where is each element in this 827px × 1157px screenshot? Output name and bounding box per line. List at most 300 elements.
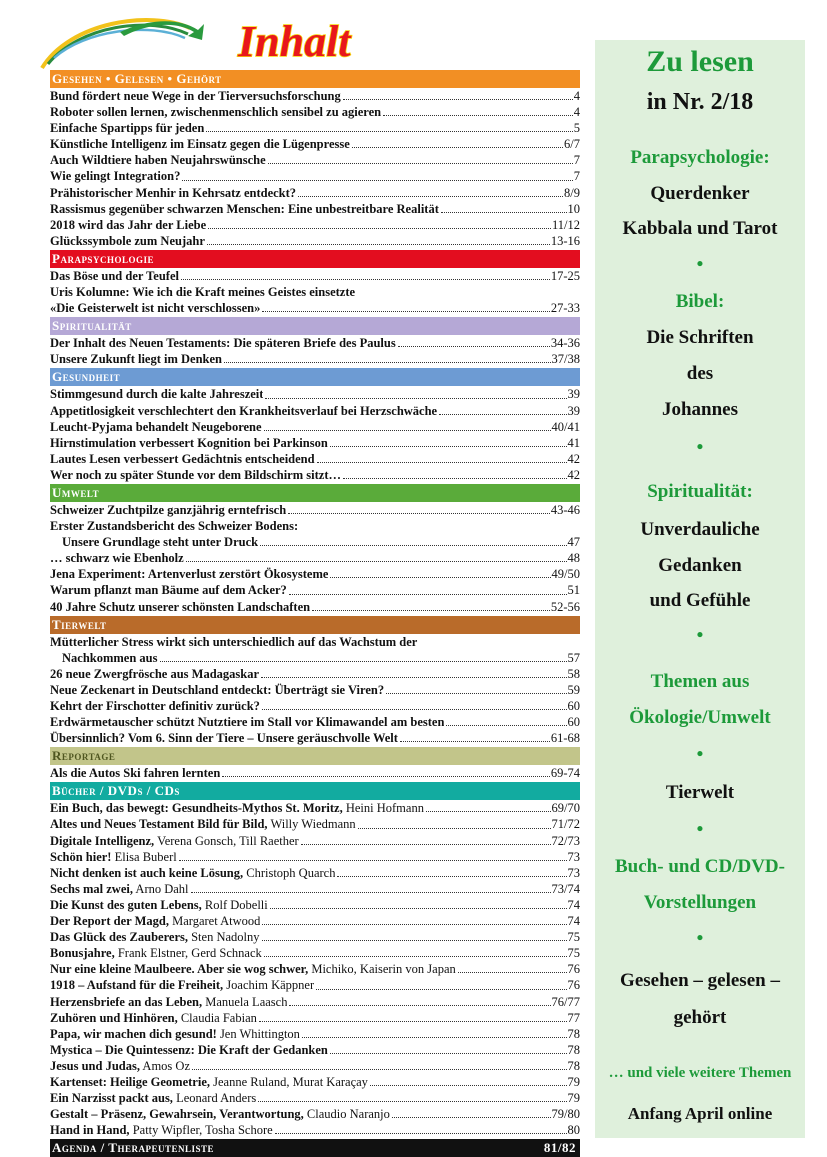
entry-author: Christoph Quarch [246, 865, 336, 880]
toc-entry-line: Uris Kolumne: Wie ich die Kraft meines Geistes einsetzte [50, 285, 356, 300]
entry-text [50, 566, 328, 582]
entry-text [50, 104, 381, 120]
entry-text [50, 1090, 256, 1106]
entry-author: Elisa Buberl [114, 849, 177, 864]
entry-title: Jena Experiment: Artenverlust zerstört Ökosysteme [50, 567, 329, 582]
entry-text [50, 233, 205, 249]
page-number: 58 [567, 666, 580, 681]
entry-title: Prähistorischer Menhir in Kehrsatz entdeckt? [50, 185, 297, 200]
entry-title: Nicht denken ist auch keine Lösung, [50, 865, 244, 880]
dot-leader [441, 212, 567, 213]
bullet-divider: • [696, 254, 704, 275]
dot-leader [260, 545, 566, 546]
entry-text [50, 136, 350, 152]
sidebar-line: in Nr. 2/18 [646, 89, 754, 115]
dot-leader [268, 163, 573, 164]
entry-author: Margaret Atwood [172, 914, 261, 929]
page-number: 11/12 [551, 217, 580, 232]
toc-entry [50, 386, 580, 402]
entry-title: Digitale Intelligenz, [50, 833, 155, 848]
section-label: Umwelt [52, 484, 100, 500]
entry-title: Nur eine kleine Maulbeere. Aber sie wog schwer, [50, 962, 309, 977]
entry-title: Bonusjahre, [50, 946, 115, 961]
entry-title: Mystica – Die Quintessenz: Die Kraft der Gedanken [50, 1042, 328, 1057]
toc-entry [50, 897, 580, 913]
toc-entry [50, 467, 580, 483]
entry-author: Joachim Käppner [226, 978, 315, 993]
entry-title: Als die Autos Ski fahren lernten [50, 766, 221, 781]
entry-author: Rolf Dobelli [204, 897, 268, 912]
dot-leader [446, 725, 566, 726]
dot-leader [316, 989, 566, 990]
entry-title: Kehrt der Firschotter definitiv zurück? [50, 699, 260, 713]
page-number: 5 [573, 121, 580, 136]
entry-text [50, 833, 299, 849]
dot-leader [182, 180, 572, 181]
page-number: 51 [567, 583, 580, 598]
entry-title: 2018 wird das Jahr der Liebe [50, 217, 207, 232]
toc-entry [50, 730, 580, 746]
entry-text [50, 582, 287, 598]
entry-title: Jesus und Judas, [50, 1058, 140, 1073]
page-number: 79 [567, 1091, 580, 1106]
dot-leader [224, 362, 551, 363]
entry-title: Herzensbriefe an das Leben, [50, 994, 203, 1009]
section-header [50, 317, 580, 335]
entry-title: Einfache Spartipps für jeden [50, 121, 205, 136]
entry-text [50, 502, 286, 518]
dot-leader [439, 414, 566, 415]
toc-entry [50, 1058, 580, 1074]
toc-entry [50, 800, 580, 816]
dot-leader [206, 131, 572, 132]
page-number: 76/77 [551, 994, 580, 1009]
toc-entry [50, 104, 580, 120]
entry-title: Erdwärmetauscher schützt Nutztiere im Stall vor Klimawandel am besten [50, 715, 445, 730]
toc-entry [50, 185, 580, 201]
toc-entry [50, 152, 580, 168]
entry-text [50, 351, 222, 367]
toc-entry [50, 698, 580, 714]
entry-title: «Die Geisterwelt ist nicht verschlossen» [50, 301, 261, 316]
section-label: Agenda / Therapeutenliste [52, 1140, 214, 1156]
table-of-contents [50, 69, 580, 1157]
dot-leader [426, 811, 551, 812]
entry-text [50, 714, 444, 730]
toc-entry [50, 1106, 580, 1122]
entry-title: Roboter sollen lernen, zwischenmenschlich sensibel zu agieren [50, 105, 382, 120]
toc-entry [50, 833, 580, 849]
toc-entry [50, 268, 580, 284]
dot-leader [330, 577, 550, 578]
dot-leader [386, 693, 566, 694]
toc-entry [50, 233, 580, 249]
entry-text [50, 550, 184, 566]
dot-leader [160, 661, 567, 662]
section-label: Spiritualität [52, 318, 132, 334]
page-number: 72/73 [551, 833, 580, 848]
toc-entry [50, 419, 580, 435]
page-number: 41 [567, 435, 580, 450]
entry-author: Claudio Naranjo [306, 1107, 390, 1122]
sidebar-line: Unverdauliche [640, 519, 760, 540]
sidebar-line: Parapsychologie: [630, 147, 770, 168]
dot-leader [270, 908, 567, 909]
entry-author: Manuela Laasch [205, 994, 288, 1009]
entry-text [50, 599, 310, 615]
bullet-divider: • [696, 819, 704, 840]
page-number: 48 [567, 551, 580, 566]
toc-entry [50, 300, 580, 316]
page-number: 69/70 [551, 801, 580, 816]
dot-leader [208, 228, 551, 229]
page-number: 69-74 [550, 766, 580, 781]
entry-text [62, 650, 158, 666]
entry-text [50, 386, 263, 402]
page-number: 73/74 [551, 881, 580, 896]
entry-text [50, 152, 266, 168]
entry-title: Lautes Lesen verbessert Gedächtnis entscheidend [50, 451, 315, 466]
page-number: 17-25 [550, 268, 580, 283]
entry-text [50, 698, 260, 714]
dot-leader [302, 1037, 567, 1038]
entry-title: Unsere Grundlage steht unter Druck [62, 535, 259, 550]
toc-entry [50, 599, 580, 615]
entry-title: Das Glück des Zauberers, [50, 930, 188, 945]
section-header [50, 1139, 580, 1157]
section-label: Bücher / DVDs / CDs [52, 783, 180, 799]
bullet-divider: • [696, 437, 704, 458]
dot-leader [330, 1053, 567, 1054]
toc-entry [50, 534, 580, 550]
toc-entry [50, 881, 580, 897]
page-number: 57 [567, 650, 580, 665]
toc-entry [50, 582, 580, 598]
sidebar-line: gehört [673, 1007, 727, 1028]
entry-title: Schön hier! [50, 849, 112, 864]
dot-leader [207, 244, 550, 245]
entry-text [50, 881, 189, 897]
toc-entry [50, 502, 580, 518]
sidebar-line: Spiritualität: [647, 481, 753, 502]
bullet-divider: • [696, 928, 704, 949]
page-number: 6/7 [564, 137, 580, 152]
entry-title: Der Inhalt des Neuen Testaments: Die späteren Briefe des Paulus [50, 336, 396, 351]
page-number: 73 [567, 849, 580, 864]
entry-author: Willy Wiedmann [270, 817, 356, 832]
page-number: 7 [573, 153, 580, 168]
entry-text [50, 897, 268, 913]
dot-leader [264, 956, 567, 957]
page-title: Inhalt [238, 17, 351, 66]
dot-leader [288, 513, 550, 514]
entry-author: Jeanne Ruland, Murat Karaçay [213, 1074, 368, 1089]
toc-entry [50, 977, 580, 993]
page-number: 39 [567, 403, 580, 418]
dot-leader [222, 776, 550, 777]
toc-entry [50, 451, 580, 467]
entry-title: Die Kunst des guten Lebens, [50, 897, 202, 912]
dot-leader [301, 844, 551, 845]
entry-text [50, 335, 396, 351]
entry-title: Unsere Zukunft liegt im Denken [50, 352, 223, 367]
toc-entry [50, 849, 580, 865]
entry-text [50, 1122, 273, 1138]
page-number: 74 [567, 914, 580, 929]
page-number: 60 [567, 699, 580, 713]
entry-text [50, 300, 260, 316]
toc-entry [50, 136, 580, 152]
entry-author: Jen Whittington [219, 1026, 300, 1041]
dot-leader [289, 1005, 550, 1006]
page-number: 34-36 [550, 336, 580, 351]
sidebar-line: des [686, 363, 714, 384]
page-number: 37/38 [551, 352, 580, 367]
page-number: 81/82 [543, 1140, 576, 1156]
entry-text [50, 435, 328, 451]
page-number: 52-56 [550, 599, 580, 614]
entry-title: Bund fördert neue Wege in der Tierversuchsforschung [50, 89, 341, 103]
toc-entry [50, 1074, 580, 1090]
section-label: Reportage [52, 748, 116, 764]
entry-author: Frank Elstner, Gerd Schnack [117, 946, 262, 961]
entry-title: Sechs mal zwei, [50, 881, 133, 896]
entry-title: Künstliche Intelligenz im Einsatz gegen die Lügenpresse [50, 137, 350, 152]
entry-text [50, 1026, 300, 1042]
entry-title: Rassismus gegenüber schwarzen Menschen: Eine unbestreitbare Realität [50, 201, 439, 216]
entry-title: Hirnstimulation verbessert Kognition bei Parkinson [50, 435, 328, 450]
sidebar-line: Querdenker [650, 183, 750, 204]
toc-entry [50, 1090, 580, 1106]
entry-text [50, 451, 315, 467]
toc-entry [50, 865, 580, 881]
toc-entry [50, 217, 580, 233]
dot-leader [370, 1085, 567, 1086]
dot-leader [262, 709, 567, 710]
section-header [50, 368, 580, 386]
dot-leader [337, 876, 566, 877]
dot-leader [275, 1133, 567, 1134]
toc-entry [50, 335, 580, 351]
entry-text [50, 1042, 328, 1058]
page-number: 39 [567, 387, 580, 402]
toc-entry [50, 1042, 580, 1058]
sidebar-line: Ökologie/Umwelt [629, 707, 771, 728]
dot-leader [343, 99, 573, 100]
entry-title: Das Böse und der Teufel [50, 268, 179, 283]
dot-leader [261, 677, 566, 678]
dot-leader [343, 478, 567, 479]
entry-author: Leonard Anders [176, 1091, 257, 1106]
entry-title: Altes und Neues Testament Bild für Bild, [50, 817, 268, 832]
section-header [50, 616, 580, 634]
section-label: Gesundheit [52, 369, 121, 385]
page-number: 73 [567, 865, 580, 880]
bullet-divider: • [696, 744, 704, 765]
page-number: 13-16 [550, 233, 580, 248]
page-number: 47 [567, 535, 580, 550]
sidebar-line: Vorstellungen [643, 892, 757, 913]
entry-text [50, 913, 260, 929]
dot-leader [258, 1101, 566, 1102]
page-number: 49/50 [551, 567, 580, 582]
dot-leader [358, 828, 551, 829]
entry-text [50, 765, 220, 781]
page-number: 59 [567, 682, 580, 697]
entry-text [50, 816, 356, 832]
toc-entry [50, 550, 580, 566]
dot-leader [265, 398, 566, 399]
toc-entry [50, 765, 580, 781]
toc-entry-line: Mütterlicher Stress wirkt sich unterschiedlich auf das Wachstum der [50, 634, 418, 649]
entry-text [50, 682, 384, 698]
page-number: 42 [567, 467, 580, 482]
toc-entry [50, 913, 580, 929]
page-number: 78 [567, 1058, 580, 1073]
entry-author: Patty Wipfler, Tosha Schore [132, 1123, 273, 1138]
entry-title: 1918 – Aufstand für die Freiheit, [50, 978, 224, 993]
page-number: 80 [567, 1123, 580, 1138]
entry-title: 26 neue Zwergfrösche aus Madagaskar [50, 666, 260, 681]
page-number: 8/9 [564, 185, 580, 200]
entry-text [50, 1058, 190, 1074]
toc-entry [50, 961, 580, 977]
page-number: 60 [567, 715, 580, 730]
entry-text [50, 1074, 368, 1090]
dot-leader [192, 1069, 567, 1070]
toc-entry [50, 945, 580, 961]
dot-leader [398, 346, 550, 347]
entry-title: Gestalt – Präsenz, Gewahrsein, Verantwortung, [50, 1107, 304, 1122]
entry-text [50, 268, 179, 284]
dot-leader [262, 924, 566, 925]
dot-leader [392, 1117, 551, 1118]
page-number: 43-46 [550, 502, 580, 517]
entry-text [50, 419, 262, 435]
toc-entry [50, 714, 580, 730]
dot-leader [458, 972, 567, 973]
entry-title: Wie gelingt Integration? [50, 169, 181, 184]
entry-author: Michiko, Kaiserin von Japan [311, 962, 456, 977]
sidebar-line: Zu lesen [646, 45, 754, 78]
entry-title: Glückssymbole zum Neujahr [50, 233, 205, 248]
entry-text [50, 217, 206, 233]
entry-title: Appetitlosigkeit verschlechtert den Krankheitsverlauf bei Herzschwäche [50, 403, 438, 418]
entry-text [50, 945, 262, 961]
bullet-divider: • [696, 625, 704, 646]
entry-text [50, 185, 296, 201]
sidebar-line: Johannes [661, 399, 739, 420]
entry-title: Leucht-Pyjama behandelt Neugeborene [50, 419, 262, 434]
dot-leader [400, 741, 550, 742]
entry-text [50, 865, 335, 881]
sidebar-line: Anfang April online [627, 1104, 773, 1123]
toc-entry [50, 88, 580, 104]
page-number: 79/80 [551, 1107, 580, 1122]
sidebar-line: Themen aus [650, 671, 750, 692]
dot-leader [179, 860, 567, 861]
entry-title: … schwarz wie Ebenholz [50, 551, 184, 566]
entry-text [50, 977, 314, 993]
dot-leader [312, 610, 550, 611]
section-label: Parapsychologie [52, 250, 154, 266]
section-header [50, 782, 580, 800]
toc-entry [50, 566, 580, 582]
dot-leader [317, 462, 567, 463]
entry-text [50, 120, 204, 136]
section-header [50, 250, 580, 268]
page-number: 78 [567, 1026, 580, 1041]
dot-leader [181, 279, 550, 280]
entry-text [50, 168, 180, 184]
page-number: 61-68 [550, 731, 580, 746]
entry-text [50, 929, 260, 945]
toc-entry-line: Erster Zustandsbericht des Schweizer Bodens: [50, 519, 299, 534]
section-label: Tierwelt [52, 616, 107, 632]
entry-title: Übersinnlich? Vom 6. Sinn der Tiere – Unsere geräuschvolle Welt [50, 731, 398, 746]
section-header [50, 70, 580, 88]
page-number: 71/72 [551, 817, 580, 832]
page-number: 75 [567, 930, 580, 945]
page-number: 76 [567, 978, 580, 993]
toc-entry [50, 435, 580, 451]
entry-text [50, 849, 177, 865]
toc-entry [50, 994, 580, 1010]
entry-text [50, 666, 259, 682]
entry-text [50, 994, 287, 1010]
entry-title: Schweizer Zuchtpilze ganzjährig erntefrisch [50, 502, 287, 517]
toc-entry [50, 351, 580, 367]
dot-leader [259, 1021, 567, 1022]
dot-leader [383, 115, 573, 116]
entry-title: Der Report der Magd, [50, 914, 169, 929]
entry-title: 40 Jahre Schutz unserer schönsten Landschaften [50, 599, 311, 614]
entry-text [50, 201, 439, 217]
toc-entry [50, 403, 580, 419]
entry-title: Nachkommen aus [62, 650, 158, 665]
entry-author: Sten Nadolny [191, 930, 260, 945]
dot-leader [264, 430, 551, 431]
entry-title: Papa, wir machen dich gesund! [50, 1026, 217, 1041]
toc-entry [50, 666, 580, 682]
entry-text [50, 1106, 390, 1122]
toc-entry [50, 168, 580, 184]
page-number: 78 [567, 1042, 580, 1057]
page-number: 4 [573, 89, 580, 103]
entry-text [50, 467, 341, 483]
entry-text [50, 88, 341, 104]
section-header [50, 484, 580, 502]
entry-text [50, 730, 398, 746]
dot-leader [191, 892, 551, 893]
entry-author: Arno Dahl [135, 881, 189, 896]
sidebar-line: Kabbala und Tarot [622, 218, 778, 239]
entry-text [50, 1010, 257, 1026]
page-number: 42 [567, 451, 580, 466]
page-number: 4 [573, 105, 580, 120]
entry-title: Ein Buch, das bewegt: Gesundheits-Mythos St. Moritz, [50, 801, 343, 816]
page-number: 79 [567, 1074, 580, 1089]
dot-leader [262, 311, 549, 312]
section-header [50, 747, 580, 765]
sidebar-line: Tierwelt [665, 782, 735, 803]
entry-author: Heini Hofmann [345, 801, 424, 816]
entry-text [62, 534, 258, 550]
sidebar-line: Die Schriften [646, 327, 754, 348]
toc-entry [50, 1122, 580, 1138]
dot-leader [186, 561, 567, 562]
entry-title: Warum pflanzt man Bäume auf dem Acker? [50, 583, 287, 598]
